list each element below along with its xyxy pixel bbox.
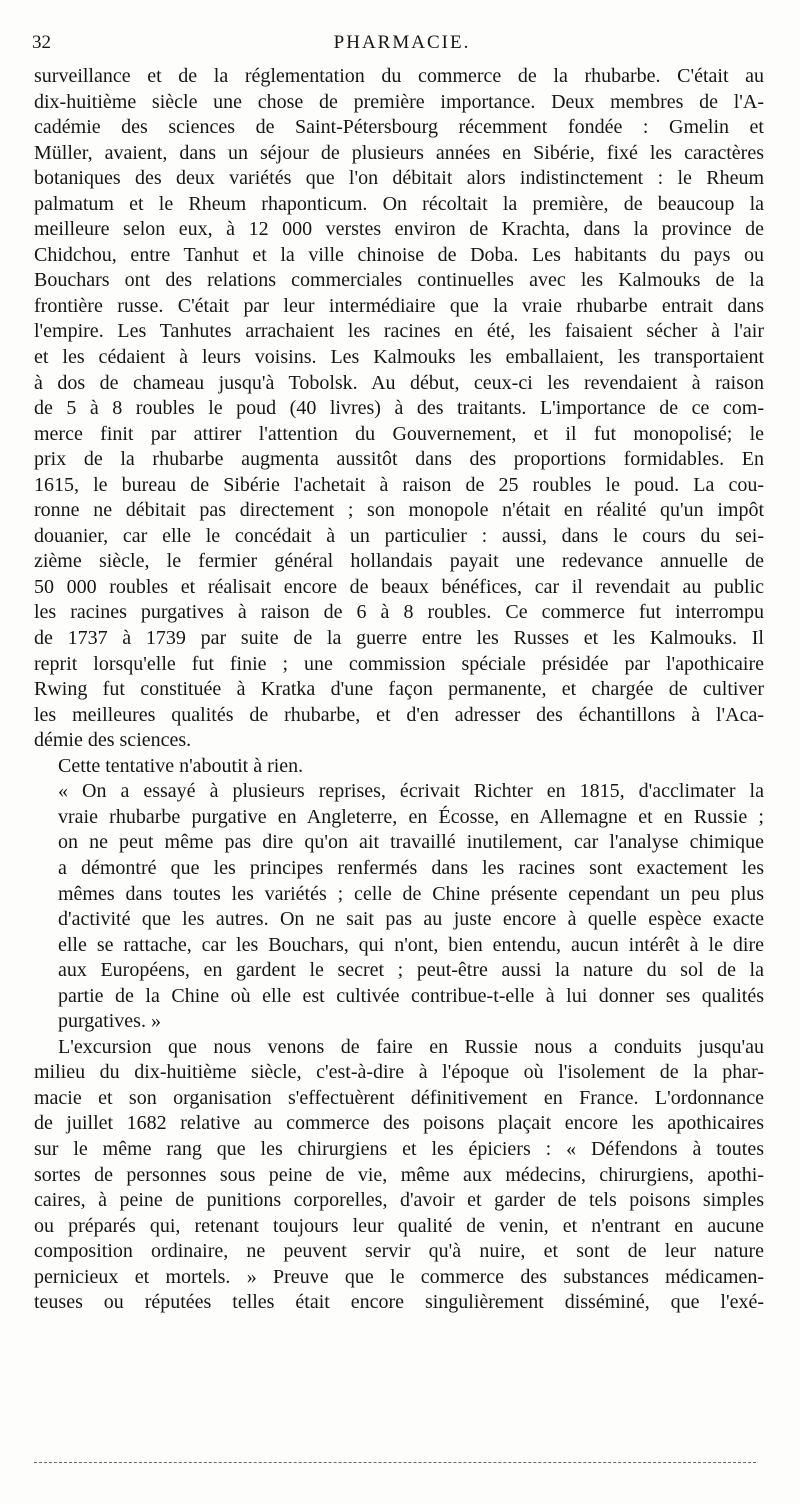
text-line: sur le même rang que les chirurgiens et les épiciers : « Défendons à toutes [34,1137,764,1160]
text-line: Bouchars ont des relations commerciales continuelles avec les Kalmouks de la [34,269,764,292]
text-line: d'activité que les autres. On ne sait pas au juste encore à quelle espèce exacte [58,908,764,931]
text-line: dix-huitième siècle une chose de première importance. Deux membres de l'A- [34,90,764,113]
text-line: elle se rattache, car les Bouchars, qui n'ont, bien entendu, aucun intérêt à le dire [58,933,764,956]
page-header [32,30,772,56]
text-line: sortes de personnes sous peine de vie, même aux médecins, chirurgiens, apothi- [34,1163,764,1186]
text-line: cadémie des sciences de Saint-Pétersbourg récemment fondée : Gmelin et [34,116,764,139]
text-line: démie des sciences. [34,729,192,752]
text-line: teuses ou réputées telles était encore singulièrement disséminé, que l'exé- [34,1291,764,1314]
text-line: L'excursion que nous venons de faire en Russie nous a conduits jusqu'au [58,1035,764,1058]
text-line: a démontré que les principes renfermés dans les racines sont exactement les [58,856,764,879]
text-line: zième siècle, le fermier général hollandais payait une redevance annuelle de [34,550,764,573]
text-line: merce finit par attirer l'attention du Gouvernement, et il fut monopolisé; le [34,422,764,445]
text-line: reprit lorsqu'elle fut finie ; une commission spéciale présidée par l'apothicaire [34,652,764,675]
running-title: PHARMACIE. [333,32,471,53]
text-line: Müller, avaient, dans un séjour de plusieurs années en Sibérie, fixé les caractères [34,141,764,164]
text-line: prix de la rhubarbe augmenta aussitôt dans des proportions formidables. En [34,448,764,471]
text-line: douanier, car elle le concédait à un particulier : aussi, dans le cours du sei- [34,524,764,547]
text-line: de 5 à 8 roubles le poud (40 livres) à des traitants. L'importance de ce com- [34,397,764,420]
text-line: Rwing fut constituée à Kratka d'une façon permanente, et chargée de cultiver [34,678,764,701]
text-line: Chidchou, entre Tanhut et la ville chinoise de Doba. Les habitants du pays ou [34,243,764,266]
text-line: pernicieux et mortels. » Preuve que le commerce des substances médicamen- [34,1265,764,1288]
text-line: 50 000 roubles et réalisait encore de beaux bénéfices, car il revendait au public [34,575,764,598]
text-line: de juillet 1682 relative au commerce des poisons plaçait encore les apothicaires [34,1112,764,1135]
text-line: caires, à peine de punitions corporelles, d'avoir et garder de tels poisons simples [34,1189,764,1212]
text-line: milieu du dix-huitième siècle, c'est-à-dire à l'époque où l'isolement de la phar- [34,1061,764,1084]
text-line: composition ordinaire, ne peuvent servir qu'à nuire, et sont de leur nature [34,1240,764,1263]
text-line: meilleure selon eux, à 12 000 verstes environ de Krachta, dans la province de [34,218,764,241]
text-line: purgatives. » [58,1010,161,1033]
text-line: l'empire. Les Tanhutes arrachaient les racines en été, les faisaient sécher à l'air [34,320,764,343]
text-line: macie et son organisation s'effectuèrent définitivement en France. L'ordonnance [34,1086,764,1109]
text-line: les racines purgatives à raison de 6 à 8 roubles. Ce commerce fut interrompu [34,601,764,624]
body-text [34,64,764,1316]
page-number: 32 [32,32,51,53]
text-line: partie de la Chine où elle est cultivée contribue-t-elle à lui donner ses qualités [58,984,764,1007]
text-line: palmatum et le Rheum rhaponticum. On récoltait la première, de beaucoup la [34,192,764,215]
text-line: frontière russe. C'était par leur intermédiaire que la vraie rhubarbe entrait dans [34,294,764,317]
text-line: vraie rhubarbe purgative en Angleterre, en Écosse, en Allemagne et en Russie ; [58,805,764,828]
text-line: de 1737 à 1739 par suite de la guerre entre les Russes et les Kalmouks. Il [34,627,764,650]
text-line: on ne peut même pas dire qu'on ait travaillé inutilement, car l'analyse chimique [58,831,764,854]
text-line: Cette tentative n'aboutit à rien. [58,754,304,777]
text-line: botaniques des deux variétés que l'on débitait alors indistinctement : le Rheum [34,167,764,190]
text-line: et les cédaient à leurs voisins. Les Kalmouks les emballaient, les transportaient [34,346,764,369]
text-line: aux Européens, en gardent le secret ; peut-être aussi la nature du sol de la [58,959,764,982]
bottom-dashed-rule [34,1462,756,1463]
text-line: ou préparés qui, retenant toujours leur qualité de venin, et n'entrant en aucune [34,1214,764,1237]
text-line: les meilleures qualités de rhubarbe, et d'en adresser des échantillons à l'Aca- [34,703,764,726]
text-line: à dos de chameau jusqu'à Tobolsk. Au début, ceux-ci les revendaient à raison [34,371,764,394]
text-line: mêmes dans toutes les variétés ; celle de Chine présente cependant un peu plus [58,882,764,905]
text-line: ronne ne débitait pas directement ; son monopole n'était en réalité qu'un impôt [34,499,764,522]
text-line: 1615, le bureau de Sibérie l'achetait à raison de 25 roubles le poud. La cou- [34,473,764,496]
text-line: surveillance et de la réglementation du commerce de la rhubarbe. C'était au [34,65,764,87]
text-line: « On a essayé à plusieurs reprises, écrivait Richter en 1815, d'acclimater la [58,780,764,803]
